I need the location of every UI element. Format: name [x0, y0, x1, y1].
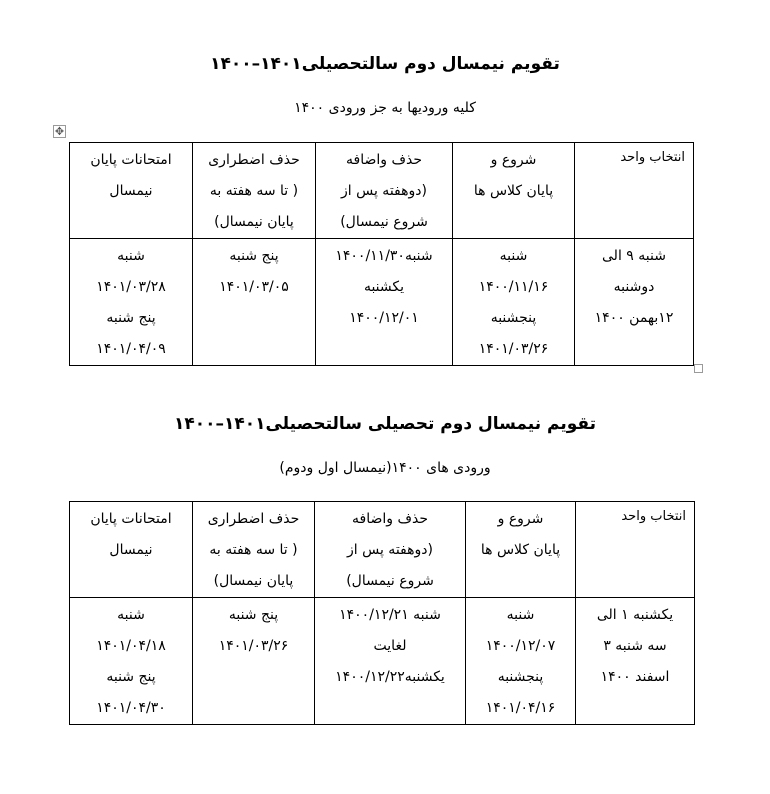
cell-line: (دوهفته پس از: [341, 183, 427, 199]
header-cell-emergency-drop: [193, 502, 315, 598]
cell-unit-selection: [576, 598, 695, 725]
calendar-title-2: تقویم نیمسال دوم تحصیلی سالتحصیلی۱۴۰۱–۱۴۰۰: [173, 414, 597, 434]
cell-line: حذف واضافه: [352, 511, 428, 527]
cell-final-exams: [70, 598, 193, 725]
cell-line: ۱۴۰۱/۰۳/۰۵: [219, 279, 289, 295]
cell-line: حذف اضطراری: [207, 511, 300, 527]
cell-line: امتحانات پایان: [90, 511, 172, 527]
calendar-table-2: [69, 501, 695, 725]
header-cell-classes-start-end: [453, 143, 575, 239]
header-cell-final-exams: [70, 502, 193, 598]
cell-line: یکشنبه: [363, 279, 405, 295]
table-header-row: [70, 143, 694, 239]
cell-line: امتحانات پایان: [90, 152, 172, 168]
cell-line: شروع و: [490, 152, 537, 168]
cell-line: شنبه۱۴۰۰/۱۱/۳۰: [335, 248, 433, 264]
cell-line: شنبه ۹ الی: [602, 248, 666, 264]
cell-line: دوشنبه: [613, 279, 655, 295]
cell-line: انتخاب واحد: [621, 509, 686, 524]
cell-line: اسفند ۱۴۰۰: [600, 669, 670, 685]
cell-line: ( تا سه هفته به: [209, 183, 299, 199]
cell-line: ۱۴۰۱/۰۳/۲۸: [96, 279, 166, 295]
cell-line: ۱۴۰۰/۱۲/۰۱: [349, 310, 419, 326]
cell-line: شنبه: [117, 248, 145, 264]
header-cell-add-drop: [316, 143, 453, 239]
cell-line: ۱۴۰۱/۰۴/۳۰: [96, 700, 166, 716]
table-resize-handle-icon[interactable]: [694, 364, 703, 373]
cell-line: پایان نیمسال): [214, 214, 294, 230]
cell-line: یکشنبه۱۴۰۰/۱۲/۲۲: [335, 669, 445, 685]
cell-line: انتخاب واحد: [620, 150, 685, 165]
cell-line: لغایت: [373, 638, 407, 654]
cell-classes-start-end: [466, 598, 576, 725]
calendar-subtitle-1: کلیه ورودیها به جز ورودی ۱۴۰۰: [294, 100, 476, 116]
cell-add-drop: [315, 598, 466, 725]
cell-line: ۱۴۰۰/۱۱/۱۶: [478, 279, 549, 295]
cell-line: شنبه: [506, 607, 535, 623]
header-cell-unit-selection: [576, 502, 695, 598]
cell-line: شنبه ۱۴۰۰/۱۲/۲۱: [339, 607, 441, 623]
cell-add-drop: [316, 239, 453, 366]
cell-line: پنج شنبه: [228, 607, 279, 623]
cell-line: پایان نیمسال): [213, 573, 294, 589]
cell-line: شنبه: [499, 248, 528, 264]
cell-line: ۱۴۰۱/۰۴/۱۸: [96, 638, 166, 654]
cell-line: حذف اضطراری: [208, 152, 300, 168]
cell-line: پنجشنبه: [490, 310, 537, 326]
cell-line: ۱۴۰۱/۰۴/۰۹: [96, 341, 166, 357]
cell-line: شروع نیمسال): [340, 214, 428, 230]
cell-line: یکشنبه ۱ الی: [596, 607, 674, 623]
cell-line: ۱۴۰۱/۰۳/۲۶: [478, 341, 549, 357]
header-cell-final-exams: [70, 143, 193, 239]
cell-line: شروع نیمسال): [346, 573, 434, 589]
table-row: [70, 598, 695, 725]
cell-line: پایان کلاس ها: [480, 542, 561, 558]
header-cell-classes-start-end: [466, 502, 576, 598]
cell-line: ( تا سه هفته به: [209, 542, 298, 558]
cell-line: شروع و: [497, 511, 544, 527]
header-cell-add-drop: [315, 502, 466, 598]
cell-line: ۱۴۰۰/۱۲/۰۷: [485, 638, 556, 654]
cell-line: سه شنبه ۳: [603, 638, 667, 654]
cell-line: شنبه: [117, 607, 145, 623]
cell-line: پایان کلاس ها: [473, 183, 554, 199]
cell-emergency-drop: [193, 598, 315, 725]
cell-line: نیمسال: [109, 183, 153, 199]
cell-line: حذف واضافه: [346, 152, 422, 168]
cell-line: پنج شنبه: [229, 248, 279, 264]
cell-line: پنج شنبه: [106, 669, 156, 685]
table-row: [70, 239, 694, 366]
cell-final-exams: [70, 239, 193, 366]
calendar-table-1: [69, 142, 694, 366]
cell-line: پنج شنبه: [106, 310, 156, 326]
header-cell-unit-selection: [575, 143, 694, 239]
calendar-title-1: تقویم نیمسال دوم سالتحصیلی۱۴۰۱–۱۴۰۰: [210, 54, 560, 74]
cell-line: ۱۴۰۱/۰۳/۲۶: [218, 638, 289, 654]
table-header-row: [70, 502, 695, 598]
cell-classes-start-end: [453, 239, 575, 366]
cell-line: ۱۲بهمن ۱۴۰۰: [594, 310, 674, 326]
calendar-subtitle-2: ورودی های ۱۴۰۰(نیمسال اول ودوم): [279, 460, 491, 476]
cell-emergency-drop: [193, 239, 316, 366]
cell-line: نیمسال: [109, 542, 153, 558]
table-move-handle-icon[interactable]: ✥: [54, 125, 65, 138]
cell-line: (دوهفته پس از: [347, 542, 433, 558]
cell-line: ۱۴۰۱/۰۴/۱۶: [485, 700, 556, 716]
cell-unit-selection: [575, 239, 694, 366]
cell-line: پنجشنبه: [497, 669, 544, 685]
header-cell-emergency-drop: [193, 143, 316, 239]
